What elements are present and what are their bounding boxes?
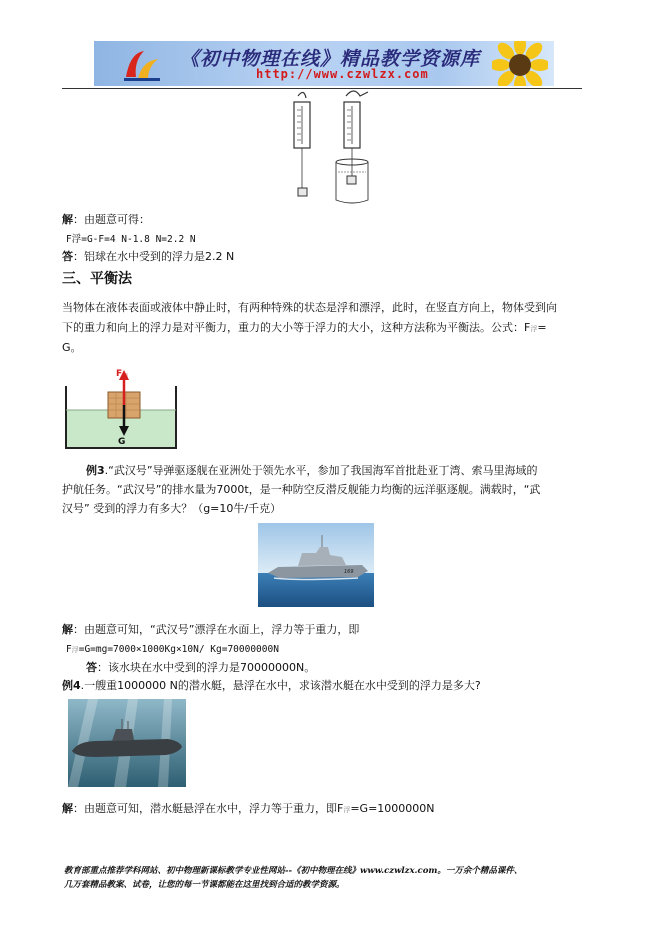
- solution3-answer: ：该水块在水中受到的浮力是70000000N。: [97, 661, 316, 674]
- example3-line1: .“武汉号”导弹驱逐舰在亚洲处于领先水平，参加了我国海军首批赴亚丁湾、索马里海域的: [104, 464, 538, 477]
- solution3-formula-b: =G=mg=7000×1000Kg×10N/ Kg=70000000N: [78, 644, 279, 655]
- solution4-text-b: =G=1000000N: [350, 802, 435, 815]
- floating-block-figure: [64, 366, 178, 450]
- banner-title: 《初中物理在线》精品教学资源库: [180, 48, 481, 70]
- example3-line3: 汉号” 受到的浮力有多大？（g=10牛/千克）: [62, 502, 282, 515]
- example4-label: 例4: [62, 679, 81, 692]
- footer-line1: 教育部重点推荐学科网站、初中物理新课标教学专业性网站--《初中物理在线》www.czwlzx.com。一万余个精品课件、: [64, 866, 523, 876]
- solution1-formula: F浮=G-F=4 N-1.8 N=2.2 N: [66, 234, 196, 245]
- header-banner: [94, 41, 554, 86]
- destroyer-photo: [258, 523, 374, 607]
- force-label-f: F: [116, 369, 123, 379]
- solution4-jie: 解: [62, 802, 73, 815]
- section3-para-line3: G。: [62, 341, 82, 354]
- section3-para-line2a: 下的重力和向上的浮力是对平衡力，重力的大小等于浮力的大小，这种方法称为平衡法。公式：F: [62, 321, 531, 334]
- solution3-formula-a: F: [66, 644, 72, 655]
- example4-text: .一艘重1000000 N的潜水艇，悬浮在水中，求该潜水艇在水中受到的浮力是多大?: [80, 679, 481, 692]
- solution1-da: 答: [62, 250, 73, 263]
- force-label-f-sub: 浮: [123, 374, 129, 380]
- solution1-answer: ：铝球在水中受到的浮力是2.2 N: [73, 250, 235, 263]
- solution4-text-sub: 浮: [343, 806, 351, 814]
- header-rule: [62, 88, 582, 89]
- site-logo-icon: [122, 47, 162, 83]
- example3-label: 例3: [86, 464, 105, 477]
- solution3-jie: 解: [62, 623, 73, 636]
- section3-para-sub: 浮: [530, 325, 538, 333]
- ship-number: 169: [344, 569, 354, 575]
- solution1-line1: ：由题意可得：: [73, 213, 150, 226]
- solution3-formula-sub: 浮: [71, 646, 79, 654]
- submarine-photo: [68, 699, 186, 787]
- section3-para-line2b: =: [537, 321, 547, 334]
- solution4-text-a: ：由题意可知，潜水艇悬浮在水中，浮力等于重力，即F: [73, 802, 344, 815]
- spring-scale-figure: [282, 90, 380, 206]
- section3-heading: 三、平衡法: [62, 271, 132, 287]
- footer-line2: 几万套精品教案、试卷，让您的每一节课都能在这里找到合适的教学资源。: [64, 880, 345, 890]
- example3-line2: 护航任务。“武汉号”的排水量为7000t，是一种防空反潜反舰能力均衡的远洋驱逐舰。满载时，“武: [62, 483, 541, 496]
- solution1-jie: 解: [62, 213, 73, 226]
- solution3-da: 答: [86, 661, 97, 674]
- solution3-line1: ：由题意可知，“武汉号”漂浮在水面上，浮力等于重力，即: [73, 623, 360, 636]
- section3-para-line1: 当物体在液体表面或液体中静止时，有两种特殊的状态是浮和漂浮，此时，在竖直方向上，物体受到向: [62, 301, 557, 314]
- sunflower-icon: [492, 41, 548, 86]
- force-label-g: G: [118, 437, 126, 447]
- banner-url[interactable]: http://www.czwlzx.com: [256, 67, 429, 81]
